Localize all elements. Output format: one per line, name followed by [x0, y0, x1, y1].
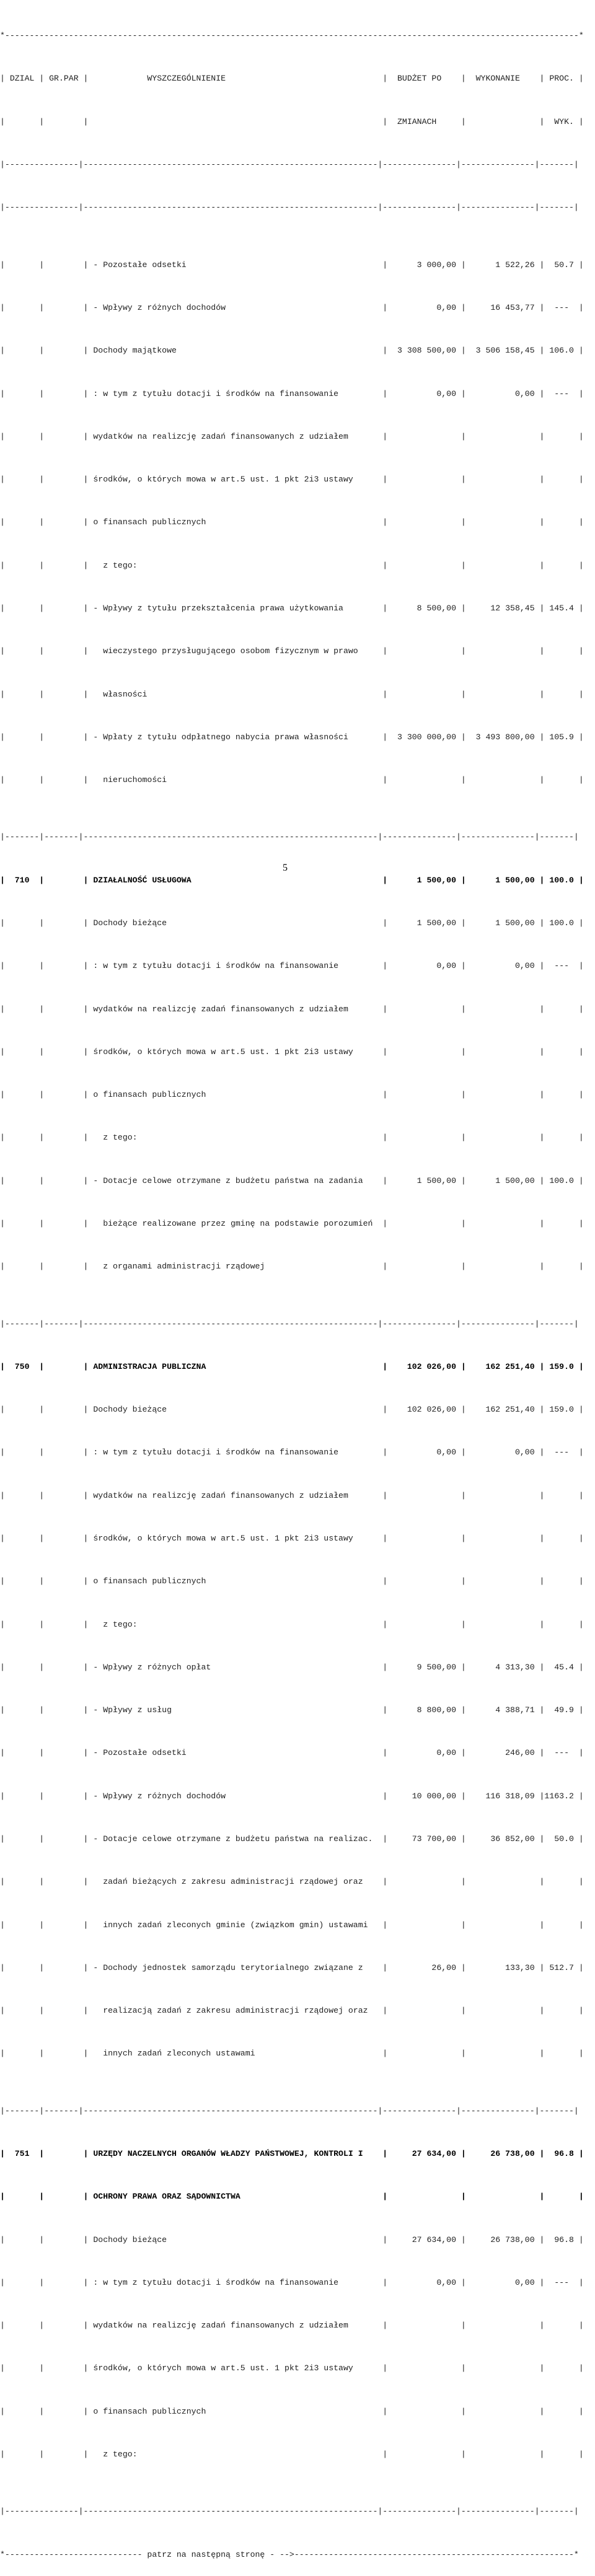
table-row: | | | Dochody majątkowe | 3 308 500,00 | 3 506 158,45 | 106.0 |	[0, 346, 584, 356]
table-row: | | | innych zadań zleconych gminie (związkom gmin) ustawami | | | |	[0, 1920, 584, 1930]
table-row: | | | : w tym z tytułu dotacji i środków na finansowanie | 0,00 | 0,00 | --- |	[0, 961, 584, 971]
section-separator: |-------|-------|------------------------------------------------------------|---------------|---------------|-------|	[0, 832, 579, 842]
table-row: | | | z tego: | | | |	[0, 1133, 584, 1143]
table-row: | | | innych zadań zleconych ustawami | | | |	[0, 2049, 584, 2059]
table-row: | | | z tego: | | | |	[0, 1619, 584, 1629]
section-separator: |-------|-------|------------------------------------------------------------|---------------|---------------|-------|	[0, 2106, 579, 2116]
table-row: | | | - Wpływy z różnych dochodów | 10 000,00 | 116 318,09 |1163.2 |	[0, 1791, 584, 1801]
table-row: | | | z tego: | | | |	[0, 2450, 584, 2460]
table-row: | | | wieczystego przysługującego osobom fizycznym w prawo | | | |	[0, 646, 584, 656]
table-row: | | | - Wpływy z usług | 8 800,00 | 4 388,71 | 49.9 |	[0, 1705, 584, 1715]
table-row: | | | zadań bieżących z zakresu administracji rządowej oraz | | | |	[0, 1877, 584, 1887]
table-row: | | | - Wpływy z różnych dochodów | 0,00 | 16 453,77 | --- |	[0, 302, 584, 312]
table-row: | | | Dochody bieżące | 1 500,00 | 1 500,00 | 100.0 |	[0, 918, 584, 928]
table-row: | | | - Dotacje celowe otrzymane z budżetu państwa na realizac. | 73 700,00 | 36 852,00 | 50.0 |	[0, 1834, 584, 1844]
table-row: | | | wydatków na realizcję zadań finansowanych z udziałem | | | |	[0, 2321, 584, 2331]
table-row: | | | - Wpływy z różnych opłat | 9 500,00 | 4 313,30 | 45.4 |	[0, 1662, 584, 1672]
table-row: | | | - Pozostałe odsetki | 3 000,00 | 1 522,26 | 50.7 |	[0, 260, 584, 270]
header-separator: |---------------|------------------------------------------------------------|---------------|---------------|-------|	[0, 203, 579, 213]
page-number: 5	[283, 863, 288, 873]
table-row: | | | : w tym z tytułu dotacji i środków na finansowanie | 0,00 | 0,00 | --- |	[0, 1448, 584, 1457]
table-row: | | | środków, o których mowa w art.5 ust. 1 pkt 2i3 ustawy | | | |	[0, 475, 584, 485]
table-row: | | | realizacją zadań z zakresu administracji rządowej oraz | | | |	[0, 2006, 584, 2016]
table-row: | | | nieruchomości | | | |	[0, 775, 584, 785]
section-heading-751-cont: | | | OCHRONY PRAWA ORAZ SĄDOWNICTWA | | | |	[0, 2192, 584, 2202]
table-row: | | | wydatków na realizcję zadań finansowanych z udziałem | | | |	[0, 1490, 584, 1500]
table-row: | | | Dochody bieżące | 27 634,00 | 26 738,00 | 96.8 |	[0, 2235, 584, 2244]
section-heading-751: | 751 | | URZĘDY NACZELNYCH ORGANÓW WŁADZY PAŃSTWOWEJ, KONTROLI I | 27 634,00 | 26 738,00 | 96.8 |	[0, 2149, 584, 2159]
table-row: | | | o finansach publicznych | | | |	[0, 2406, 584, 2416]
table-row: | | | Dochody bieżące | 102 026,00 | 162 251,40 | 159.0 |	[0, 1405, 584, 1415]
table-row: | | | z organami administracji rządowej | | | |	[0, 1262, 584, 1272]
table-row: | | | - Dotacje celowe otrzymane z budżetu państwa na zadania | 1 500,00 | 1 500,00 | 100.0 |	[0, 1176, 584, 1185]
table-row: | | | środków, o których mowa w art.5 ust. 1 pkt 2i3 ustawy | | | |	[0, 1047, 584, 1057]
table-row: | | | - Dochody jednostek samorządu terytorialnego związane z | 26,00 | 133,30 | 512.7 |	[0, 1963, 584, 1972]
table-row: | | | : w tym z tytułu dotacji i środków na finansowanie | 0,00 | 0,00 | --- |	[0, 389, 584, 398]
table-row: | | | - Wpłaty z tytułu odpłatnego nabycia prawa własności | 3 300 000,00 | 3 493 800,00 | 105.9 |	[0, 732, 584, 742]
table-row: | | | : w tym z tytułu dotacji i środków na finansowanie | 0,00 | 0,00 | --- |	[0, 2277, 584, 2287]
section-heading-710: | 710 | | DZIAŁALNOŚĆ USŁUGOWA | 1 500,00 | 1 500,00 | 100.0 |	[0, 875, 584, 885]
header-row-2: | | | | ZMIANACH | | WYK. |	[0, 116, 584, 126]
header-row-1: | DZIAL | GR.PAR | WYSZCZEGÓLNIENIE | BUDŻET PO | WYKONANIE | PROC. |	[0, 74, 584, 84]
section-separator: |-------|-------|------------------------------------------------------------|---------------|---------------|-------|	[0, 1319, 579, 1329]
top-border: *---------------------------------------------------------------------------------------------------------------------*	[0, 31, 584, 41]
table-row: | | | wydatków na realizcję zadań finansowanych z udziałem | | | |	[0, 1004, 584, 1014]
section-heading-750: | 750 | | ADMINISTRACJA PUBLICZNA | 102 026,00 | 162 251,40 | 159.0 |	[0, 1361, 584, 1371]
table-row: | | | o finansach publicznych | | | |	[0, 517, 584, 527]
table-row: | | | o finansach publicznych | | | |	[0, 1576, 584, 1586]
table-row: | | | wydatków na realizcję zadań finansowanych z udziałem | | | |	[0, 431, 584, 441]
continue-note: *---------------------------- patrz na następną stronę - -->---------------------------------------------------------*	[0, 2549, 579, 2559]
table-row: | | | własności | | | |	[0, 689, 584, 699]
table-row: | | | z tego: | | | |	[0, 560, 584, 570]
footer-separator: |---------------|------------------------------------------------------------|---------------|---------------|-------|	[0, 2507, 579, 2517]
table-row: | | | środków, o których mowa w art.5 ust. 1 pkt 2i3 ustawy | | | |	[0, 1534, 584, 1544]
table-row: | | | bieżące realizowane przez gminę na podstawie porozumień | | | |	[0, 1218, 584, 1228]
header-separator: |---------------|------------------------------------------------------------|---------------|---------------|-------|	[0, 160, 579, 170]
table-row: | | | - Wpływy z tytułu przekształcenia prawa użytkowania | 8 500,00 | 12 358,45 | 145.4 |	[0, 603, 584, 613]
table-row: | | | o finansach publicznych | | | |	[0, 1090, 584, 1100]
table-row: | | | środków, o których mowa w art.5 ust. 1 pkt 2i3 ustawy | | | |	[0, 2363, 584, 2373]
table-row: | | | - Pozostałe odsetki | 0,00 | 246,00 | --- |	[0, 1748, 584, 1758]
